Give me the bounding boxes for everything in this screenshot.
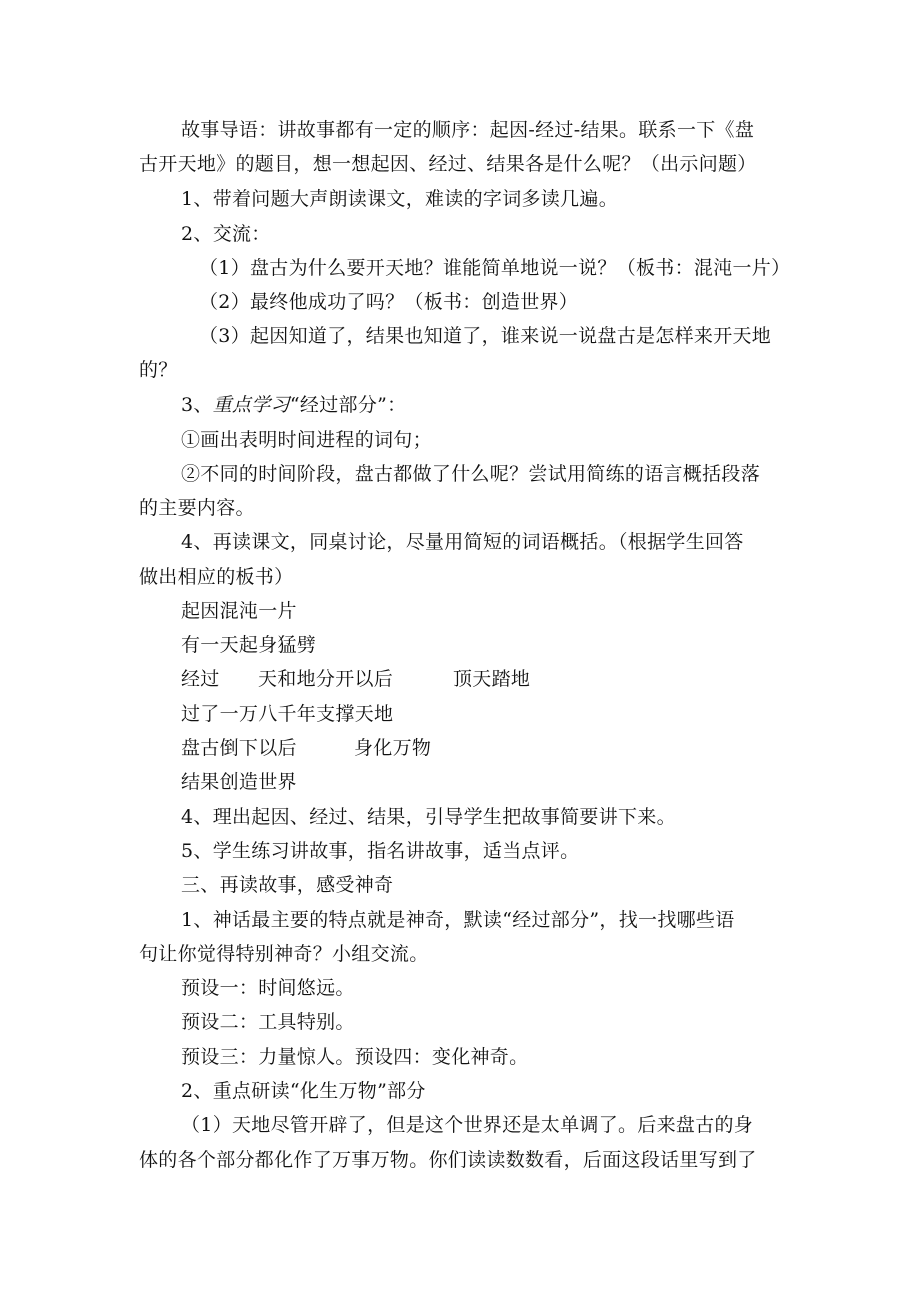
preset-1: 预设一：时间悠远。	[181, 977, 355, 999]
board-row-2: 有一天起身猛劈	[181, 634, 317, 656]
task-1: ①画出表明时间进程的词句；	[181, 429, 432, 451]
step-2: 2、交流：	[181, 223, 271, 245]
step-1: 1、带着问题大声朗读课文，难读的字词多读几遍。	[181, 188, 618, 210]
step-4-line-1: 4、再读课文，同桌讨论，尽量用简短的词语概括。（根据学生回答	[181, 531, 744, 553]
intro-line-2: 古开天地》的题目，想一想起因、经过、结果各是什么呢？（出示问题）	[139, 153, 757, 175]
paragraph-1-line-1: （1）天地尽管开辟了，但是这个世界还是太单调了。后来盘古的身	[181, 1114, 754, 1136]
board-result: 结果创造世界	[181, 771, 297, 793]
board-process-label: 经过	[181, 668, 220, 690]
step-3-prefix: 3、	[181, 394, 213, 416]
question-1: （1）盘古为什么要开天地？谁能简单地说一说？（板书：混沌一片）	[199, 257, 791, 279]
preset-2: 预设二：工具特别。	[181, 1011, 355, 1033]
step-4b: 4、理出起因、经过、结果，引导学生把故事简要讲下来。	[181, 806, 676, 828]
board-row-5-right: 身化万物	[354, 737, 432, 759]
step-3-suffix: “经过部分”：	[289, 394, 407, 416]
step-4-line-2: 做出相应的板书）	[139, 566, 294, 588]
task-2-line-1: ②不同的时间阶段，盘古都做了什么呢？尝试用简练的语言概括段落	[181, 463, 761, 485]
question-2: （2）最终他成功了吗？（板书：创造世界）	[199, 291, 579, 313]
step-3-italic: 重点学习	[212, 394, 290, 416]
question-3-line-1: （3）起因知道了，结果也知道了，谁来说一说盘古是怎样来开天地	[199, 325, 772, 347]
board-process-right: 顶天踏地	[453, 668, 531, 690]
intro-line-1: 故事导语：讲故事都有一定的顺序：起因-经过-结果。联系一下《盘	[181, 119, 755, 141]
paragraph-1-line-2: 体的各个部分都化作了万事万物。你们读读数数看，后面这段话里写到了	[139, 1149, 757, 1171]
board-process-mid: 天和地分开以后	[258, 668, 394, 690]
step-3	[181, 393, 406, 417]
board-row-5-left: 盘古倒下以后	[181, 737, 297, 759]
board-row-4: 过了一万八千年支撑天地	[181, 703, 394, 725]
section-3-item-1-line-1: 1、神话最主要的特点就是神奇，默读“经过部分”，找一找哪些语	[181, 909, 735, 931]
task-2-line-2: 的主要内容。	[139, 497, 255, 519]
section-3-heading: 三、再读故事，感受神奇	[181, 874, 394, 896]
section-3-item-2: 2、重点研读“化生万物”部分	[181, 1080, 426, 1102]
section-3-item-1-line-2: 句让你觉得特别神奇？小组交流。	[139, 943, 429, 965]
board-cause: 起因混沌一片	[181, 600, 297, 622]
question-3-line-2: 的？	[139, 359, 178, 381]
preset-3-4: 预设三：力量惊人。预设四：变化神奇。	[181, 1046, 529, 1068]
step-5: 5、学生练习讲故事，指名讲故事，适当点评。	[181, 840, 580, 862]
